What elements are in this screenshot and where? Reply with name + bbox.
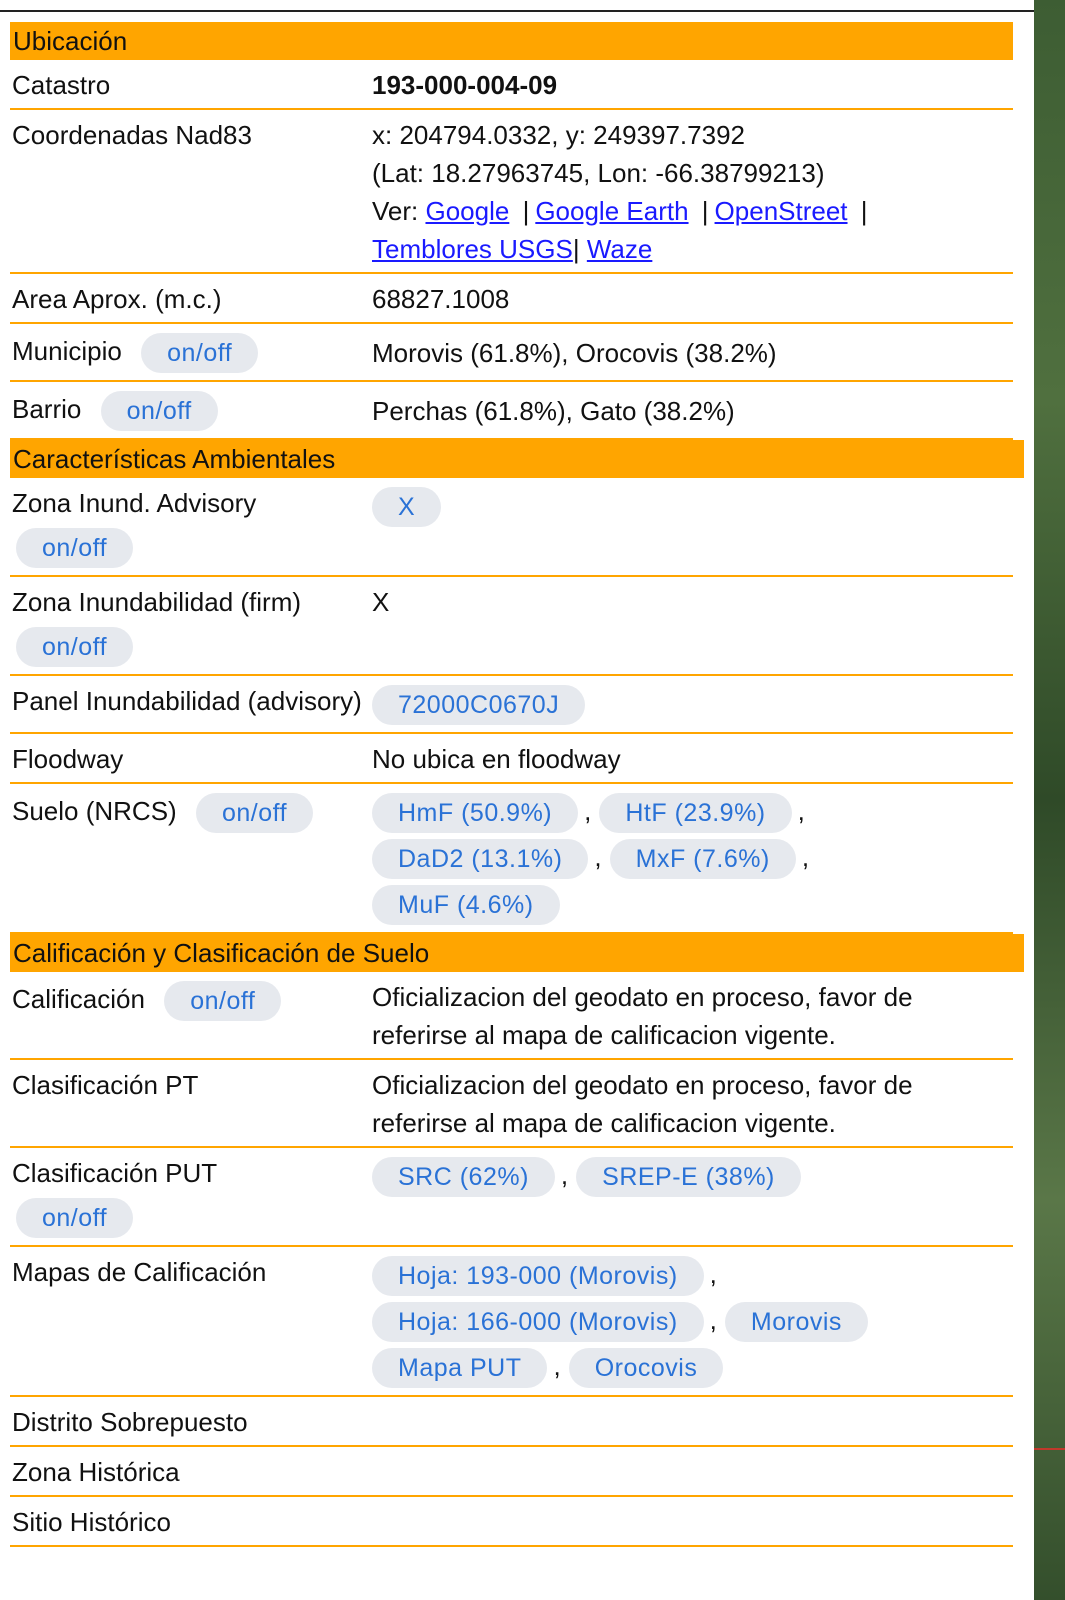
- top-border: [0, 10, 1034, 12]
- put-pill-srep-e[interactable]: SREP-E (38%): [576, 1157, 801, 1197]
- suelo-pill-htf[interactable]: HtF (23.9%): [599, 793, 791, 833]
- row-floodway: [10, 734, 1013, 784]
- link-temblores-usgs[interactable]: Temblores USGS: [372, 234, 573, 264]
- clasif-put-values: [372, 1148, 1013, 1245]
- suelo-pill-hmf[interactable]: HmF (50.9%): [372, 793, 578, 833]
- municipio-label: Municipio: [12, 335, 122, 366]
- barrio-toggle-button[interactable]: on/off: [101, 391, 218, 431]
- zona-historica-label: Zona Histórica: [12, 1457, 180, 1487]
- coords-xy: x: 204794.0332, y: 249397.7392: [372, 120, 745, 150]
- suelo-values: [372, 784, 1013, 932]
- comma: ,: [709, 1258, 717, 1289]
- map-edge-strip: [1034, 0, 1065, 1600]
- link-separator: |: [572, 234, 580, 264]
- firm-cell: [10, 577, 372, 674]
- row-mapas: [10, 1247, 1013, 1397]
- mapas-values: [372, 1247, 1013, 1395]
- coords-label: Coordenadas Nad83: [12, 120, 252, 150]
- comma: ,: [553, 1350, 561, 1381]
- clasif-pt-value: Oficializacion del geodato en proceso, favor de referirse al mapa de calificacion vigente.: [372, 1070, 913, 1138]
- firm-value: X: [372, 587, 390, 617]
- coords-latlon: (Lat: 18.27963745, Lon: -66.38799213): [372, 158, 825, 188]
- row-clasificacion-put: [10, 1148, 1013, 1247]
- row-sitio-historico: [10, 1497, 1013, 1547]
- mapa-pill-hoja-166[interactable]: Hoja: 166-000 (Morovis): [372, 1302, 704, 1342]
- comma: ,: [709, 1304, 717, 1335]
- clasif-pt-label: Clasificación PT: [12, 1070, 199, 1100]
- area-value: 68827.1008: [372, 284, 510, 314]
- row-zona-historica: [10, 1447, 1013, 1497]
- put-pill-src[interactable]: SRC (62%): [372, 1157, 555, 1197]
- section-header-calificacion: Calificación y Clasificación de Suelo: [10, 934, 1024, 972]
- mapa-pill-orocovis[interactable]: Orocovis: [569, 1348, 724, 1388]
- zona-historica-value: [372, 1447, 1013, 1495]
- barrio-label: Barrio: [12, 393, 82, 424]
- suelo-label: Suelo (NRCS): [12, 795, 177, 826]
- comma: ,: [560, 1159, 569, 1190]
- coords-links: [372, 192, 1013, 230]
- calif-label: Calificación: [12, 983, 145, 1014]
- floodway-value: No ubica en floodway: [372, 744, 621, 774]
- coords-links-2: [372, 230, 1013, 268]
- link-waze[interactable]: Waze: [586, 234, 653, 264]
- panel-label: Panel Inundabilidad (advisory): [12, 686, 362, 716]
- link-google[interactable]: Google: [425, 196, 510, 226]
- row-barrio: [10, 382, 1013, 440]
- comma: ,: [594, 841, 602, 872]
- comma: ,: [584, 795, 592, 826]
- comma: ,: [801, 841, 810, 872]
- coords-value: [372, 110, 1013, 272]
- row-distrito: [10, 1397, 1013, 1447]
- row-coordenadas: [10, 110, 1013, 274]
- section-header-ubicacion: Ubicación: [10, 22, 1013, 60]
- calif-value: Oficializacion del geodato en proceso, favor de referirse al mapa de calificacion vigente.: [372, 982, 913, 1050]
- suelo-cell: [10, 784, 372, 932]
- advisory-value-cell: [372, 478, 1013, 575]
- row-catastro: [10, 60, 1013, 110]
- clasif-put-cell: [10, 1148, 372, 1245]
- suelo-toggle-button[interactable]: on/off: [196, 793, 313, 833]
- property-info-panel: [10, 22, 1034, 1547]
- municipio-toggle-button[interactable]: on/off: [141, 333, 258, 373]
- area-label: Area Aprox. (m.c.): [12, 284, 222, 314]
- distrito-value: [372, 1397, 1013, 1445]
- panel-value-button[interactable]: 72000C0670J: [372, 685, 585, 725]
- calif-cell: [10, 972, 372, 1058]
- clasif-put-toggle-button[interactable]: on/off: [16, 1198, 133, 1238]
- row-clasificacion-pt: [10, 1060, 1013, 1148]
- firm-label: Zona Inundabilidad (firm): [12, 587, 302, 617]
- catastro-value: 193-000-004-09: [372, 70, 558, 100]
- link-separator: |: [701, 196, 709, 226]
- row-calificacion: [10, 972, 1013, 1060]
- link-google-earth[interactable]: Google Earth: [535, 196, 689, 226]
- mapa-pill-put[interactable]: Mapa PUT: [372, 1348, 547, 1388]
- row-zona-firm: [10, 577, 1013, 676]
- link-openstreet[interactable]: OpenStreet: [714, 196, 848, 226]
- row-panel-inundabilidad: [10, 676, 1013, 734]
- clasif-put-label: Clasificación PUT: [12, 1158, 218, 1188]
- ver-label: Ver:: [372, 196, 419, 226]
- advisory-value-button[interactable]: X: [372, 487, 441, 527]
- floodway-label: Floodway: [12, 744, 124, 774]
- sitio-historico-value: [372, 1497, 1013, 1545]
- distrito-label: Distrito Sobrepuesto: [12, 1407, 248, 1437]
- section-header-ambientales: Características Ambientales: [10, 440, 1024, 478]
- map-marker-line: [1034, 1448, 1065, 1450]
- link-separator: |: [522, 196, 530, 226]
- advisory-toggle-button[interactable]: on/off: [16, 528, 133, 568]
- suelo-pill-mxf[interactable]: MxF (7.6%): [610, 839, 796, 879]
- suelo-pill-muf[interactable]: MuF (4.6%): [372, 885, 560, 925]
- barrio-value: Perchas (61.8%), Gato (38.2%): [372, 396, 735, 426]
- calif-toggle-button[interactable]: on/off: [164, 981, 281, 1021]
- firm-toggle-button[interactable]: on/off: [16, 627, 133, 667]
- mapa-pill-hoja-193[interactable]: Hoja: 193-000 (Morovis): [372, 1256, 704, 1296]
- row-area: [10, 274, 1013, 324]
- link-separator: |: [860, 196, 868, 226]
- row-zona-advisory: [10, 478, 1013, 577]
- catastro-label: Catastro: [12, 70, 111, 100]
- sitio-historico-label: Sitio Histórico: [12, 1507, 171, 1537]
- mapa-pill-morovis[interactable]: Morovis: [725, 1302, 868, 1342]
- mapas-label: Mapas de Calificación: [12, 1257, 267, 1287]
- municipio-cell: [10, 324, 372, 380]
- municipio-value: Morovis (61.8%), Orocovis (38.2%): [372, 338, 777, 368]
- advisory-cell: [10, 478, 372, 575]
- panel-value-cell: [372, 676, 1013, 732]
- row-municipio: [10, 324, 1013, 382]
- row-suelo: [10, 784, 1013, 934]
- barrio-cell: [10, 382, 372, 438]
- advisory-label: Zona Inund. Advisory: [12, 488, 257, 518]
- suelo-pill-dad2[interactable]: DaD2 (13.1%): [372, 839, 588, 879]
- comma: ,: [797, 795, 805, 826]
